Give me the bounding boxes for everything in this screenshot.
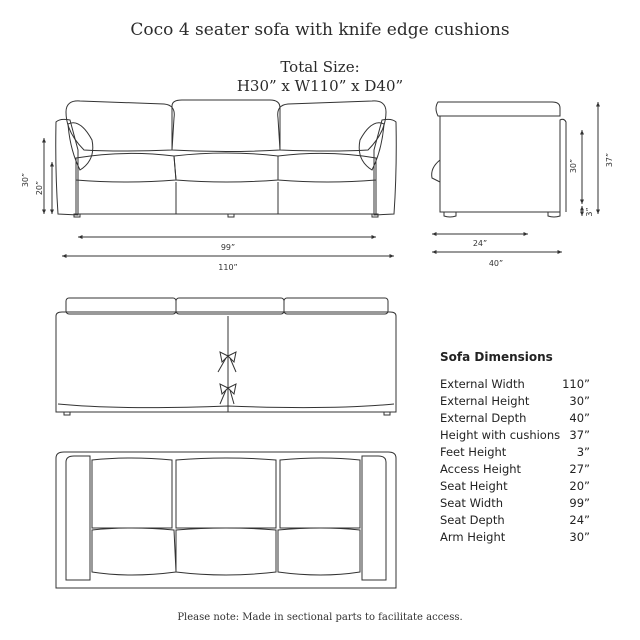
page-title: Coco 4 seater sofa with knife edge cushions <box>130 20 510 40</box>
side-view-dimensions <box>432 102 598 252</box>
spec-label: External Depth <box>440 411 527 425</box>
spec-value: 30” <box>569 530 590 544</box>
spec-row <box>440 461 590 478</box>
spec-title: Sofa Dimensions <box>440 350 553 364</box>
spec-row <box>440 478 590 495</box>
spec-label: Seat Depth <box>440 513 505 527</box>
front-width-inner-label: 99” <box>220 243 236 252</box>
spec-value: 27” <box>569 462 590 476</box>
side-height-total-label: 37” <box>605 152 614 168</box>
spec-row <box>440 529 590 546</box>
spec-label: External Width <box>440 377 525 391</box>
spec-value: 110” <box>562 377 590 391</box>
spec-value: 40” <box>569 411 590 425</box>
total-size-label: Total Size: <box>280 58 360 76</box>
spec-label: Seat Width <box>440 496 503 510</box>
spec-row <box>440 444 590 461</box>
spec-value: 37” <box>569 428 590 442</box>
side-depth-outer-label: 40” <box>488 259 504 268</box>
spec-value: 3” <box>576 445 590 459</box>
front-width-outer-label: 110” <box>218 263 238 272</box>
spec-value: 20” <box>569 479 590 493</box>
spec-row <box>440 512 590 529</box>
spec-value: 30” <box>569 394 590 408</box>
front-view-drawing <box>56 100 397 217</box>
spec-value: 24” <box>569 513 590 527</box>
spec-label: External Height <box>440 394 530 408</box>
spec-row <box>440 410 590 427</box>
spec-label: Arm Height <box>440 530 506 544</box>
side-view-drawing <box>432 102 566 217</box>
front-height-seat-label: 20” <box>35 180 44 196</box>
side-height-arm-label: 30” <box>569 158 578 174</box>
spec-label: Seat Height <box>440 479 508 493</box>
back-view-drawing <box>56 298 396 415</box>
top-view-drawing <box>56 452 396 588</box>
spec-value: 99” <box>569 496 590 510</box>
front-height-outer-label: 30” <box>21 172 30 188</box>
side-depth-seat-label: 24” <box>472 239 488 248</box>
spec-row <box>440 427 590 444</box>
sofa-dimensions-table <box>440 350 590 546</box>
spec-label: Access Height <box>440 462 522 476</box>
total-size-value: H30” x W110” x D40” <box>236 77 404 95</box>
side-feet-label: 3” <box>585 207 594 217</box>
spec-label: Height with cushions <box>440 428 561 442</box>
footnote: Please note: Made in sectional parts to facilitate access. <box>177 612 463 623</box>
spec-row <box>440 495 590 512</box>
spec-row <box>440 376 590 393</box>
spec-row <box>440 393 590 410</box>
spec-label: Feet Height <box>440 445 507 459</box>
